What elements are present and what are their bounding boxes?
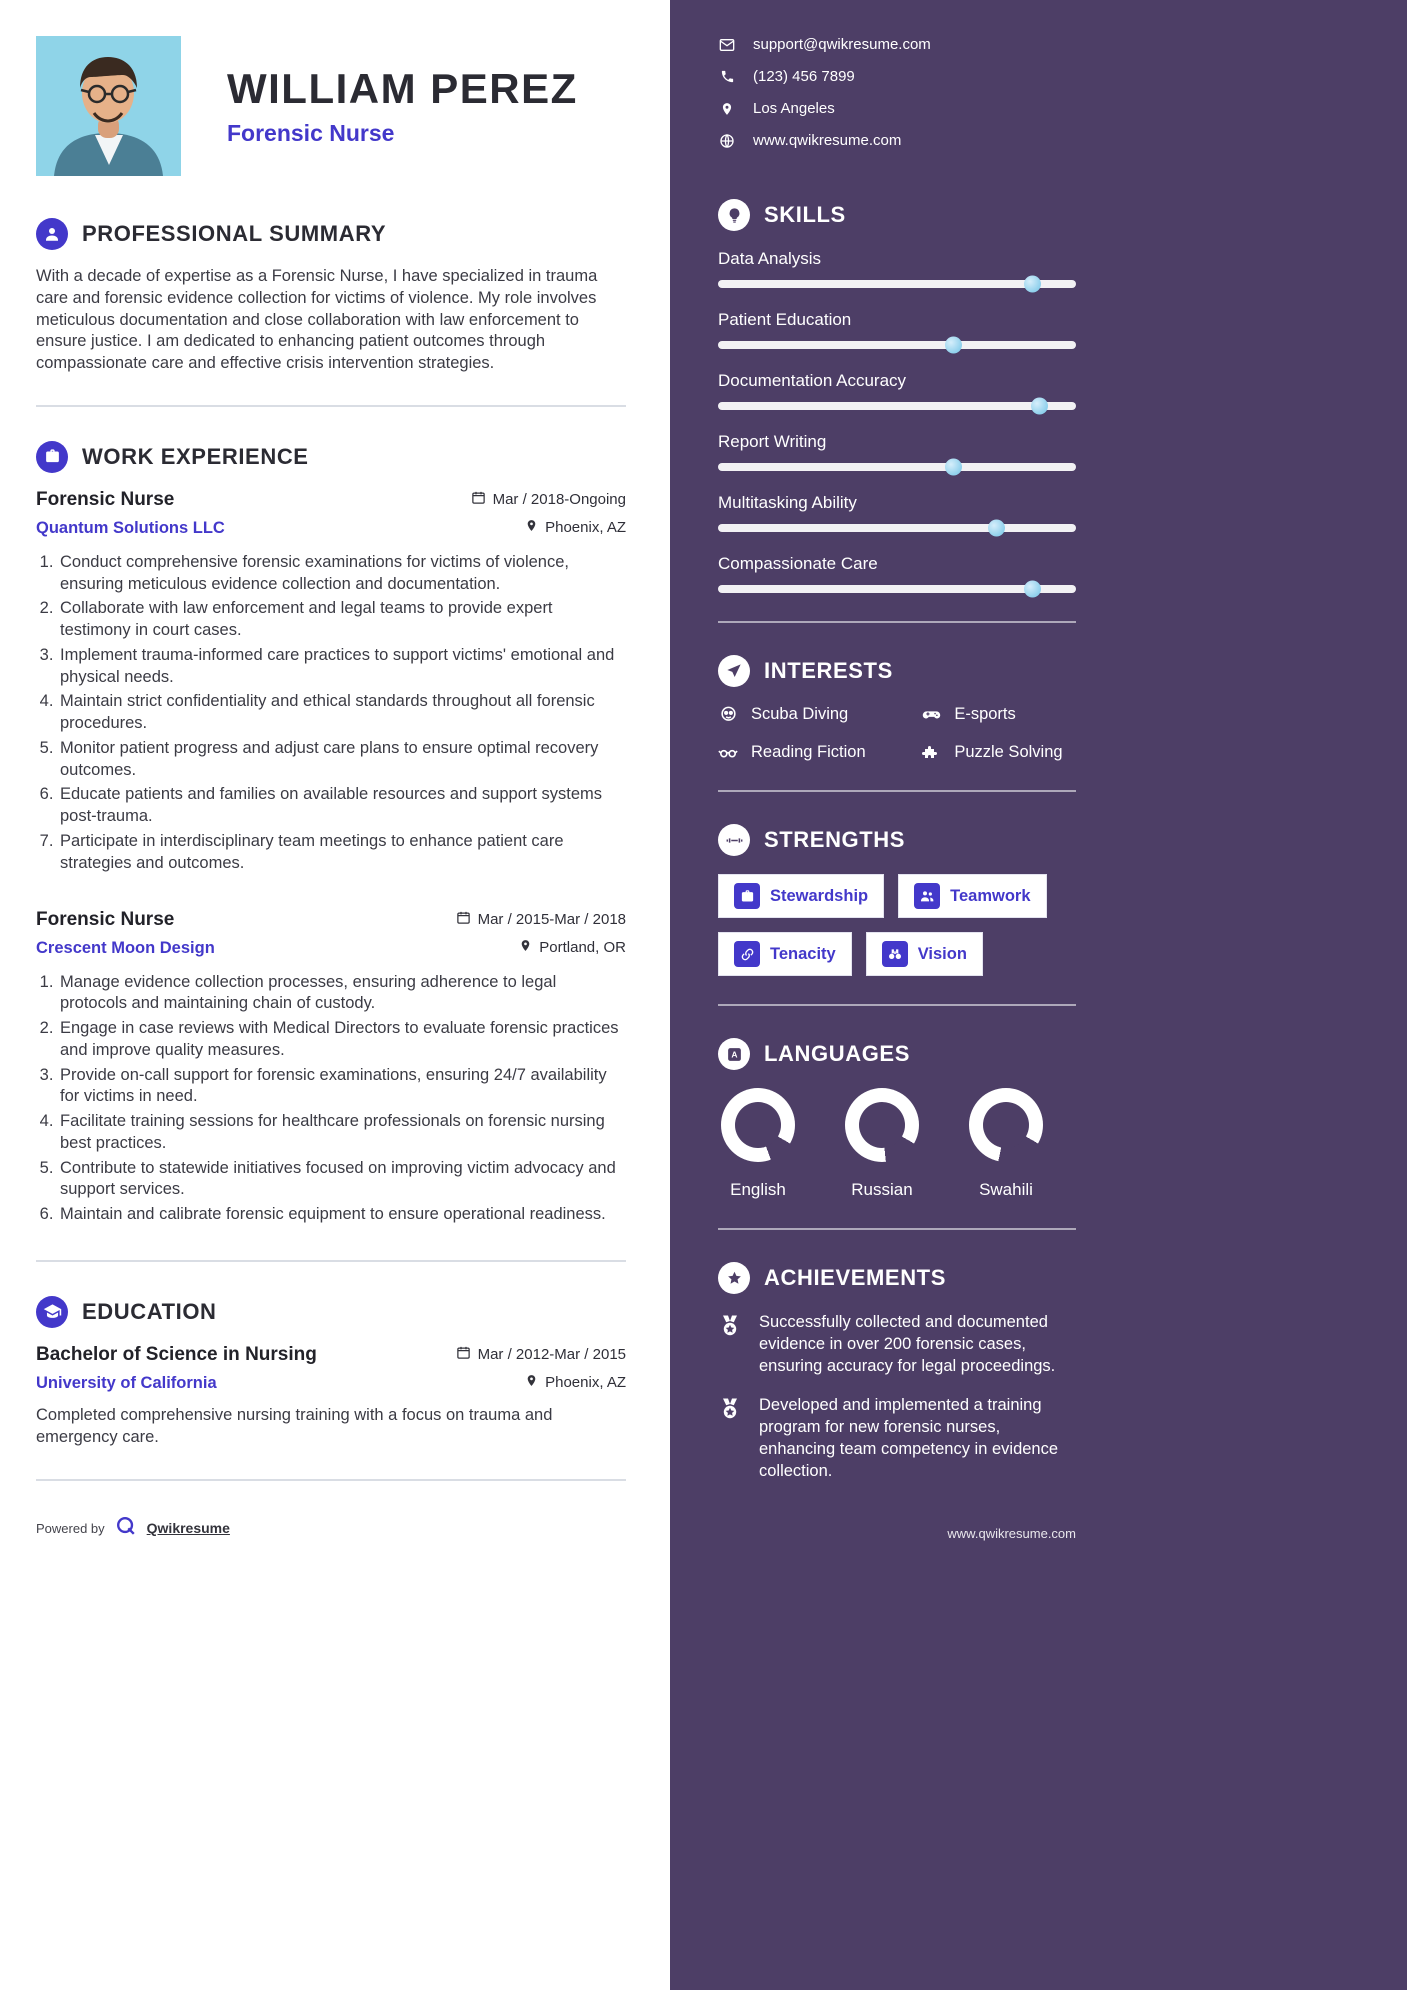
summary-text: With a decade of expertise as a Forensic Nurse, I have specialized in trauma care and forensic evidence collection for victims of violence. My role involves meticulous documentation and close collaboration with law enforcement to ensure justice. I am dedicated to enhancing patient outcomes through compassionate care and effective crisis intervention strategies. <box>36 267 598 373</box>
phone-icon <box>718 69 736 84</box>
qwikresume-brand-link[interactable]: Qwikresume <box>146 1520 230 1536</box>
profile-photo <box>36 36 181 176</box>
paper-plane-icon <box>718 655 750 687</box>
star-badge-icon <box>718 1262 750 1294</box>
contact-website-text: www.qwikresume.com <box>753 132 902 149</box>
language-item <box>842 1088 922 1200</box>
sidebar <box>670 0 1407 1990</box>
language-label: Russian <box>851 1180 913 1199</box>
powered-by-label: Powered by <box>36 1520 105 1536</box>
job-bullet: 1. Conduct comprehensive forensic examinations for victims of violence, ensuring meticulous evidence collection and documentation. <box>58 552 626 596</box>
language-label: Swahili <box>979 1180 1033 1199</box>
skill-slider[interactable] <box>718 402 1076 410</box>
name-block <box>227 65 578 147</box>
job-company[interactable]: Crescent Moon Design <box>36 938 215 957</box>
job-date <box>471 490 626 509</box>
skill-item <box>718 371 1076 410</box>
identity-header <box>36 36 626 176</box>
skill-slider[interactable] <box>718 280 1076 288</box>
education-section-header <box>36 1296 626 1328</box>
strengths-section <box>718 824 1076 976</box>
donut-hole <box>983 1102 1029 1148</box>
achievements-heading: ACHIEVEMENTS <box>764 1265 946 1290</box>
powered-by-footer <box>36 1515 626 1542</box>
interest-item <box>718 705 911 724</box>
scuba-mask-icon <box>718 705 738 724</box>
calendar-icon <box>471 490 486 509</box>
svg-text:A: A <box>730 1049 738 1060</box>
slider-thumb[interactable] <box>988 520 1005 537</box>
education-date <box>456 1345 626 1364</box>
job-bullet: 3. Provide on-call support for forensic examinations, ensuring 24/7 availability for victims in need. <box>58 1065 626 1109</box>
job-bullet-list <box>36 552 626 875</box>
strength-fist-icon <box>718 824 750 856</box>
interests-grid <box>718 705 1076 762</box>
interest-label: E-sports <box>954 705 1016 723</box>
job-bullet: 2. Collaborate with law enforcement and legal teams to provide expert testimony in court cases. <box>58 598 626 642</box>
slider-thumb[interactable] <box>1031 398 1048 415</box>
reading-glasses-icon <box>718 742 738 762</box>
job-bullet: 7. Participate in interdisciplinary team meetings to enhance patient care strategies and outcomes. <box>58 831 626 875</box>
divider <box>718 1004 1076 1006</box>
strength-badge <box>718 932 852 976</box>
job-company-row <box>36 931 626 958</box>
job-bullet: 5. Monitor patient progress and adjust care plans to ensure optimal recovery outcomes. <box>58 738 626 782</box>
briefcase-icon <box>36 441 68 473</box>
qwikresume-logo-icon <box>115 1515 137 1542</box>
strength-badge <box>866 932 983 976</box>
work-section-header <box>36 441 626 473</box>
location-pin-icon <box>519 938 532 957</box>
calendar-icon <box>456 910 471 929</box>
divider <box>36 1479 626 1481</box>
donut-hole <box>735 1102 781 1148</box>
strength-label: Stewardship <box>770 886 869 905</box>
achievement-text: Developed and implemented a training program for new forensic nurses, enhancing team competency in evidence collection. <box>759 1396 1059 1480</box>
strength-label: Tenacity <box>770 944 836 963</box>
interest-label: Scuba Diving <box>751 705 849 723</box>
contact-email[interactable] <box>718 36 1076 53</box>
lightbulb-icon <box>718 199 750 231</box>
binoculars-icon <box>882 941 908 967</box>
graduation-cap-icon <box>36 1296 68 1328</box>
skill-label: Documentation Accuracy <box>718 371 907 390</box>
avatar <box>36 36 181 176</box>
interests-heading: INTERESTS <box>764 658 893 683</box>
interest-item <box>921 705 1076 724</box>
location-pin-icon <box>525 518 538 537</box>
contact-website[interactable] <box>718 132 1076 149</box>
job-title: Forensic Nurse <box>36 488 175 510</box>
job-entry <box>36 909 626 1226</box>
summary-section-header <box>36 218 626 250</box>
calendar-icon <box>456 1345 471 1364</box>
skill-item <box>718 432 1076 471</box>
job-location <box>525 518 626 537</box>
person-icon <box>36 218 68 250</box>
skill-label: Multitasking Ability <box>718 493 857 512</box>
strength-label: Vision <box>917 944 967 963</box>
skill-slider[interactable] <box>718 463 1076 471</box>
job-bullet: 4. Maintain strict confidentiality and ethical standards throughout all forensic procedures. <box>58 691 626 735</box>
skill-slider[interactable] <box>718 341 1076 349</box>
language-donut-chart <box>845 1088 919 1162</box>
interest-item <box>718 742 911 762</box>
job-location-text: Portland, OR <box>539 938 626 956</box>
skills-section-header <box>718 199 1076 231</box>
slider-thumb[interactable] <box>1024 581 1041 598</box>
job-location <box>519 938 626 957</box>
job-bullet: 1. Manage evidence collection processes, ensuring adherence to legal protocols and maintaining chain of custody. <box>58 972 626 1016</box>
education-date-text: Mar / 2012-Mar / 2015 <box>477 1345 626 1363</box>
job-bullet: 5. Contribute to statewide initiatives focused on improving victim advocacy and support services. <box>58 1158 626 1202</box>
education-location <box>525 1373 626 1392</box>
languages-section-header <box>718 1038 1076 1070</box>
puzzle-piece-icon <box>921 743 941 761</box>
slider-thumb[interactable] <box>945 459 962 476</box>
skill-label: Report Writing <box>718 432 827 451</box>
divider <box>718 1228 1076 1230</box>
strengths-section-header <box>718 824 1076 856</box>
work-section <box>36 441 626 1226</box>
job-title-row <box>36 489 626 511</box>
interest-item <box>921 742 1076 762</box>
school-name[interactable]: University of California <box>36 1373 217 1392</box>
skill-item <box>718 249 1076 288</box>
education-degree-row <box>36 1344 626 1366</box>
languages-section <box>718 1038 1076 1200</box>
languages-heading: LANGUAGES <box>764 1041 910 1066</box>
language-item <box>966 1088 1046 1200</box>
envelope-icon <box>718 37 736 53</box>
globe-icon <box>718 133 736 149</box>
medal-icon <box>718 1312 744 1377</box>
strength-label: Teamwork <box>950 886 1031 905</box>
languages-row <box>718 1088 1076 1200</box>
skill-slider[interactable] <box>718 524 1076 532</box>
team-people-icon <box>914 883 940 909</box>
contact-location-text: Los Angeles <box>753 100 835 117</box>
job-company-row <box>36 511 626 538</box>
candidate-title: Forensic Nurse <box>227 120 395 146</box>
strengths-heading: STRENGTHS <box>764 827 906 852</box>
job-date-text: Mar / 2018-Ongoing <box>492 490 626 508</box>
gamepad-icon <box>921 705 941 724</box>
main-column <box>0 0 670 1990</box>
divider <box>36 1260 626 1262</box>
interests-section <box>718 655 1076 762</box>
achievement-item <box>718 1395 1076 1482</box>
interest-label: Reading Fiction <box>751 742 866 761</box>
donut-hole <box>859 1102 905 1148</box>
job-title-row <box>36 909 626 931</box>
job-bullet-list <box>36 972 626 1226</box>
achievement-item <box>718 1312 1076 1377</box>
job-date <box>456 910 626 929</box>
location-pin-icon <box>525 1373 538 1392</box>
location-pin-icon <box>718 101 736 117</box>
slider-thumb[interactable] <box>945 337 962 354</box>
achievements-section-header <box>718 1262 1076 1294</box>
education-heading: EDUCATION <box>82 1298 217 1324</box>
job-bullet: 4. Facilitate training sessions for healthcare professionals on forensic nursing best practices. <box>58 1111 626 1155</box>
skill-item <box>718 310 1076 349</box>
job-location-text: Phoenix, AZ <box>545 518 626 536</box>
achievements-section <box>718 1262 1076 1482</box>
achievement-text: Successfully collected and documented evidence in over 200 forensic cases, ensuring accuracy for legal proceedings. <box>759 1313 1056 1375</box>
interest-label: Puzzle Solving <box>954 742 1063 761</box>
briefcase-icon <box>734 883 760 909</box>
education-location-text: Phoenix, AZ <box>545 1373 626 1391</box>
strength-badge <box>718 874 884 918</box>
candidate-name: WILLIAM PEREZ <box>227 65 578 112</box>
medal-icon <box>718 1395 744 1482</box>
contact-location <box>718 100 1076 117</box>
skills-heading: SKILLS <box>764 202 846 227</box>
translate-icon <box>718 1038 750 1070</box>
strength-badge <box>898 874 1046 918</box>
contact-phone-text: (123) 456 7899 <box>753 68 855 85</box>
divider <box>36 405 626 407</box>
degree-title: Bachelor of Science in Nursing <box>36 1343 317 1365</box>
job-company[interactable]: Quantum Solutions LLC <box>36 518 225 537</box>
sidebar-content <box>718 36 1076 1541</box>
job-date-text: Mar / 2015-Mar / 2018 <box>477 910 626 928</box>
skill-item <box>718 493 1076 532</box>
skill-label: Data Analysis <box>718 249 821 268</box>
summary-section <box>36 218 626 375</box>
education-description: Completed comprehensive nursing training with a focus on trauma and emergency care. <box>36 1405 553 1446</box>
skill-slider[interactable] <box>718 585 1076 593</box>
education-section <box>36 1296 626 1449</box>
divider <box>718 621 1076 623</box>
sidebar-website-footer[interactable]: www.qwikresume.com <box>947 1526 1076 1542</box>
job-bullet: 6. Educate patients and families on available resources and support systems post-trauma. <box>58 784 626 828</box>
language-item <box>718 1088 798 1200</box>
language-label: English <box>730 1180 786 1199</box>
slider-thumb[interactable] <box>1024 276 1041 293</box>
contact-phone <box>718 68 1076 85</box>
skill-label: Compassionate Care <box>718 554 878 573</box>
job-bullet: 6. Maintain and calibrate forensic equipment to ensure operational readiness. <box>58 1204 626 1226</box>
language-donut-chart <box>721 1088 795 1162</box>
job-entry <box>36 489 626 875</box>
summary-heading: PROFESSIONAL SUMMARY <box>82 221 387 246</box>
skill-item <box>718 554 1076 593</box>
language-donut-chart <box>969 1088 1043 1162</box>
job-bullet: 3. Implement trauma-informed care practices to support victims' emotional and physical needs. <box>58 645 626 689</box>
work-heading: WORK EXPERIENCE <box>82 443 309 469</box>
strengths-grid <box>718 874 1076 976</box>
contact-block <box>718 36 1076 149</box>
job-title: Forensic Nurse <box>36 908 175 930</box>
education-school-row <box>36 1366 626 1393</box>
contact-email-text: support@qwikresume.com <box>753 36 931 53</box>
divider <box>718 790 1076 792</box>
skills-section <box>718 199 1076 593</box>
interests-section-header <box>718 655 1076 687</box>
job-bullet: 2. Engage in case reviews with Medical Directors to evaluate forensic practices and improve quality measures. <box>58 1018 626 1062</box>
chain-link-icon <box>734 941 760 967</box>
skill-label: Patient Education <box>718 310 852 329</box>
